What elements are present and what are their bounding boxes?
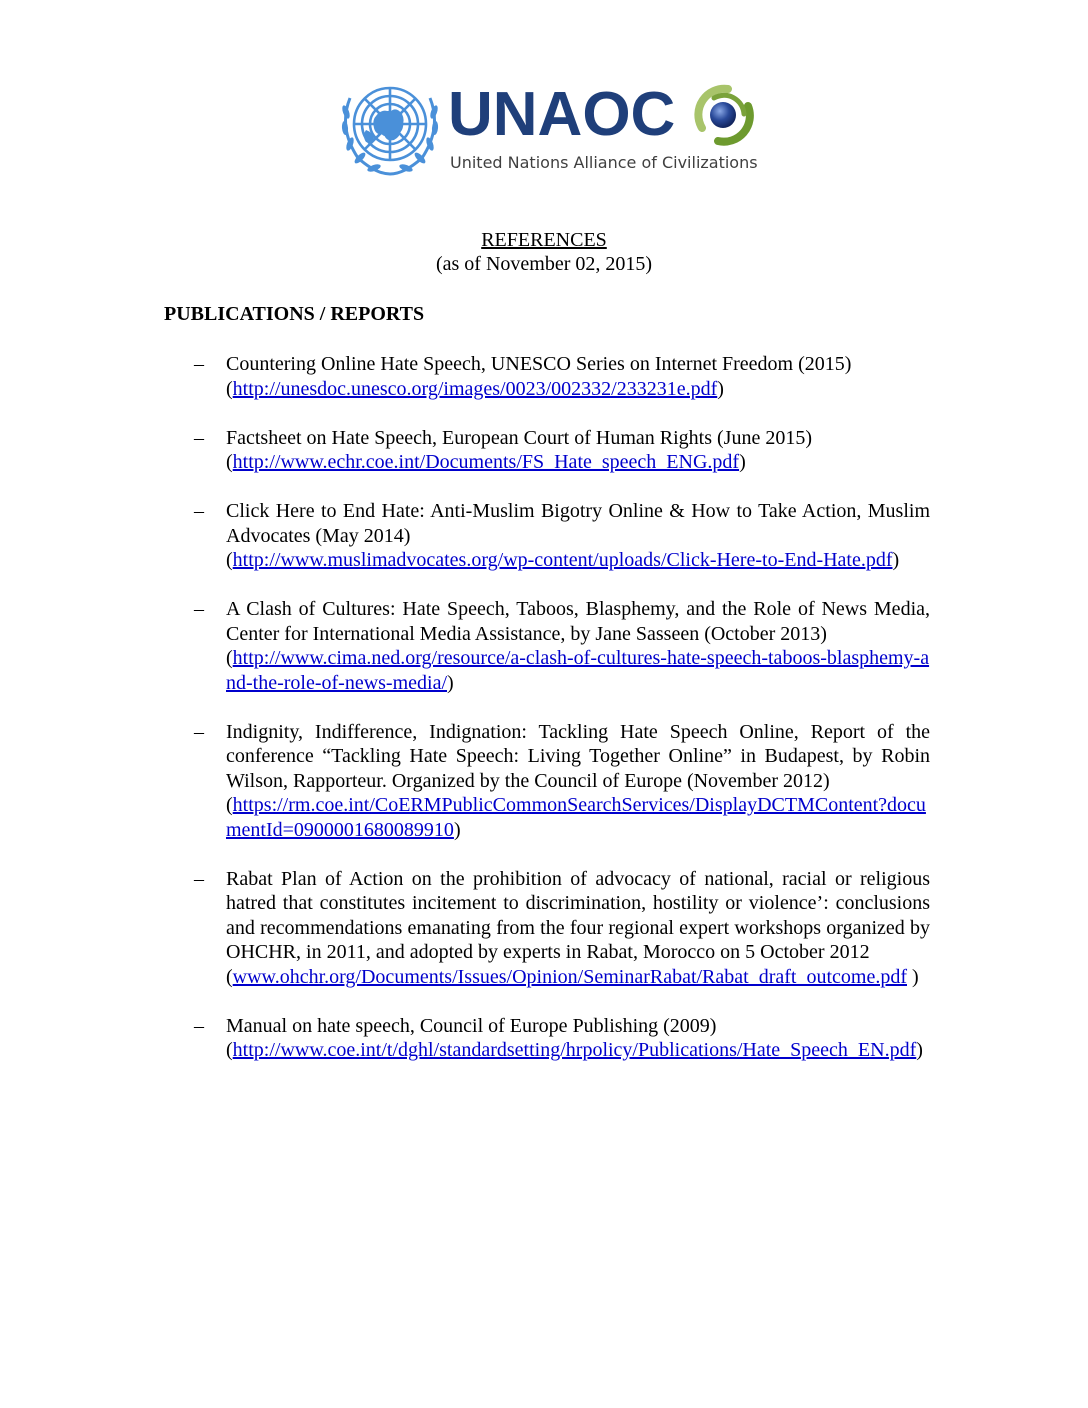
- paren-close: ): [447, 671, 454, 694]
- paren-open: (: [226, 965, 233, 988]
- section-heading: PUBLICATIONS / REPORTS: [164, 303, 425, 325]
- paren-open: (: [226, 451, 233, 473]
- reference-item: [194, 426, 930, 475]
- page-subtitle: (as of November 02, 2015): [435, 253, 653, 275]
- un-emblem-icon: [336, 78, 444, 178]
- paren-close: ): [892, 549, 900, 571]
- paren-close: ): [453, 818, 461, 841]
- list-dash: –: [194, 720, 204, 743]
- reference-link[interactable]: http://unesdoc.unesco.org/images/0023/002332/233231e.pdf: [232, 377, 718, 400]
- list-dash: –: [194, 353, 204, 375]
- list-dash: –: [194, 500, 204, 522]
- reference-link[interactable]: http://www.echr.coe.int/Documents/FS_Hate_speech_ENG.pdf: [232, 451, 740, 473]
- reference-item: [194, 499, 930, 573]
- reference-link[interactable]: http://www.muslimadvocates.org/wp-content/uploads/Click-Here-to-End-Hate.pdf: [232, 549, 893, 571]
- reference-item: [194, 720, 930, 843]
- reference-link[interactable]: https://rm.coe.int/CoERMPublicCommonSearchServices/DisplayDCTMContent?documentId=0900001680089910: [226, 794, 926, 841]
- paren-open: (: [226, 377, 233, 400]
- list-dash: –: [194, 867, 204, 890]
- logo-tagline: United Nations Alliance of Civilizations: [450, 153, 758, 172]
- reference-item: [194, 352, 930, 401]
- paren-close: ): [907, 965, 919, 988]
- reference-text: Indignity, Indifference, Indignation: Tackling Hate Speech Online, Report of the conference “Tackling Hate Speech: Living Together Online” in Budapest, by Robin Wilson, Rapporteur. Organized by the Council of Europe (November 2012): [226, 720, 930, 792]
- paren-close: ): [916, 1039, 923, 1061]
- paren-open: (: [226, 794, 233, 816]
- paren-close: ): [739, 451, 746, 473]
- reference-text: A Clash of Cultures: Hate Speech, Taboos, Blasphemy, and the Role of News Media, Center for International Media Assistance, by Jane Sasseen (October 2013): [226, 598, 930, 645]
- reference-text: Rabat Plan of Action on the prohibition of advocacy of national, racial or religious hatred that constitutes incitement to discrimination, hostility or violence’: conclusions and recommendations emanating from the four regional expert workshops organized by OHCHR, in 2011, and adopted by experts in Rabat, Morocco on 5 October 2012: [226, 867, 930, 963]
- reference-list: [194, 352, 930, 1087]
- reference-link[interactable]: http://www.coe.int/t/dghl/standardsetting/hrpolicy/Publications/Hate_Speech_EN.pdf: [232, 1039, 917, 1061]
- list-dash: –: [194, 598, 204, 620]
- list-dash: –: [194, 1014, 204, 1037]
- document-header: [0, 228, 1088, 276]
- paren-open: (: [226, 549, 233, 571]
- civilizations-eye-icon: [692, 84, 754, 146]
- reference-text: Manual on hate speech, Council of Europe Publishing (2009): [226, 1014, 717, 1037]
- paren-open: (: [226, 647, 233, 669]
- paren-close: ): [717, 377, 724, 400]
- reference-link[interactable]: www.ohchr.org/Documents/Issues/Opinion/SeminarRabat/Rabat_draft_outcome.pdf: [232, 965, 907, 988]
- reference-item: [194, 1014, 930, 1063]
- reference-text: Factsheet on Hate Speech, European Court of Human Rights (June 2015): [226, 426, 812, 449]
- paren-open: (: [226, 1039, 233, 1061]
- reference-item: [194, 597, 930, 695]
- reference-item: [194, 867, 930, 990]
- reference-text: Click Here to End Hate: Anti-Muslim Bigotry Online & How to Take Action, Muslim Advocates (May 2014): [226, 500, 930, 547]
- reference-link[interactable]: http://www.cima.ned.org/resource/a-clash-of-cultures-hate-speech-taboos-blasphemy-and-the-role-of-news-media/: [226, 647, 930, 694]
- logo-wordmark: UNAOC: [448, 80, 676, 149]
- reference-text: Countering Online Hate Speech, UNESCO Series on Internet Freedom (2015): [226, 353, 852, 375]
- list-dash: –: [194, 426, 204, 449]
- page-title: REFERENCES: [481, 229, 607, 251]
- unaoc-logo: [336, 78, 766, 182]
